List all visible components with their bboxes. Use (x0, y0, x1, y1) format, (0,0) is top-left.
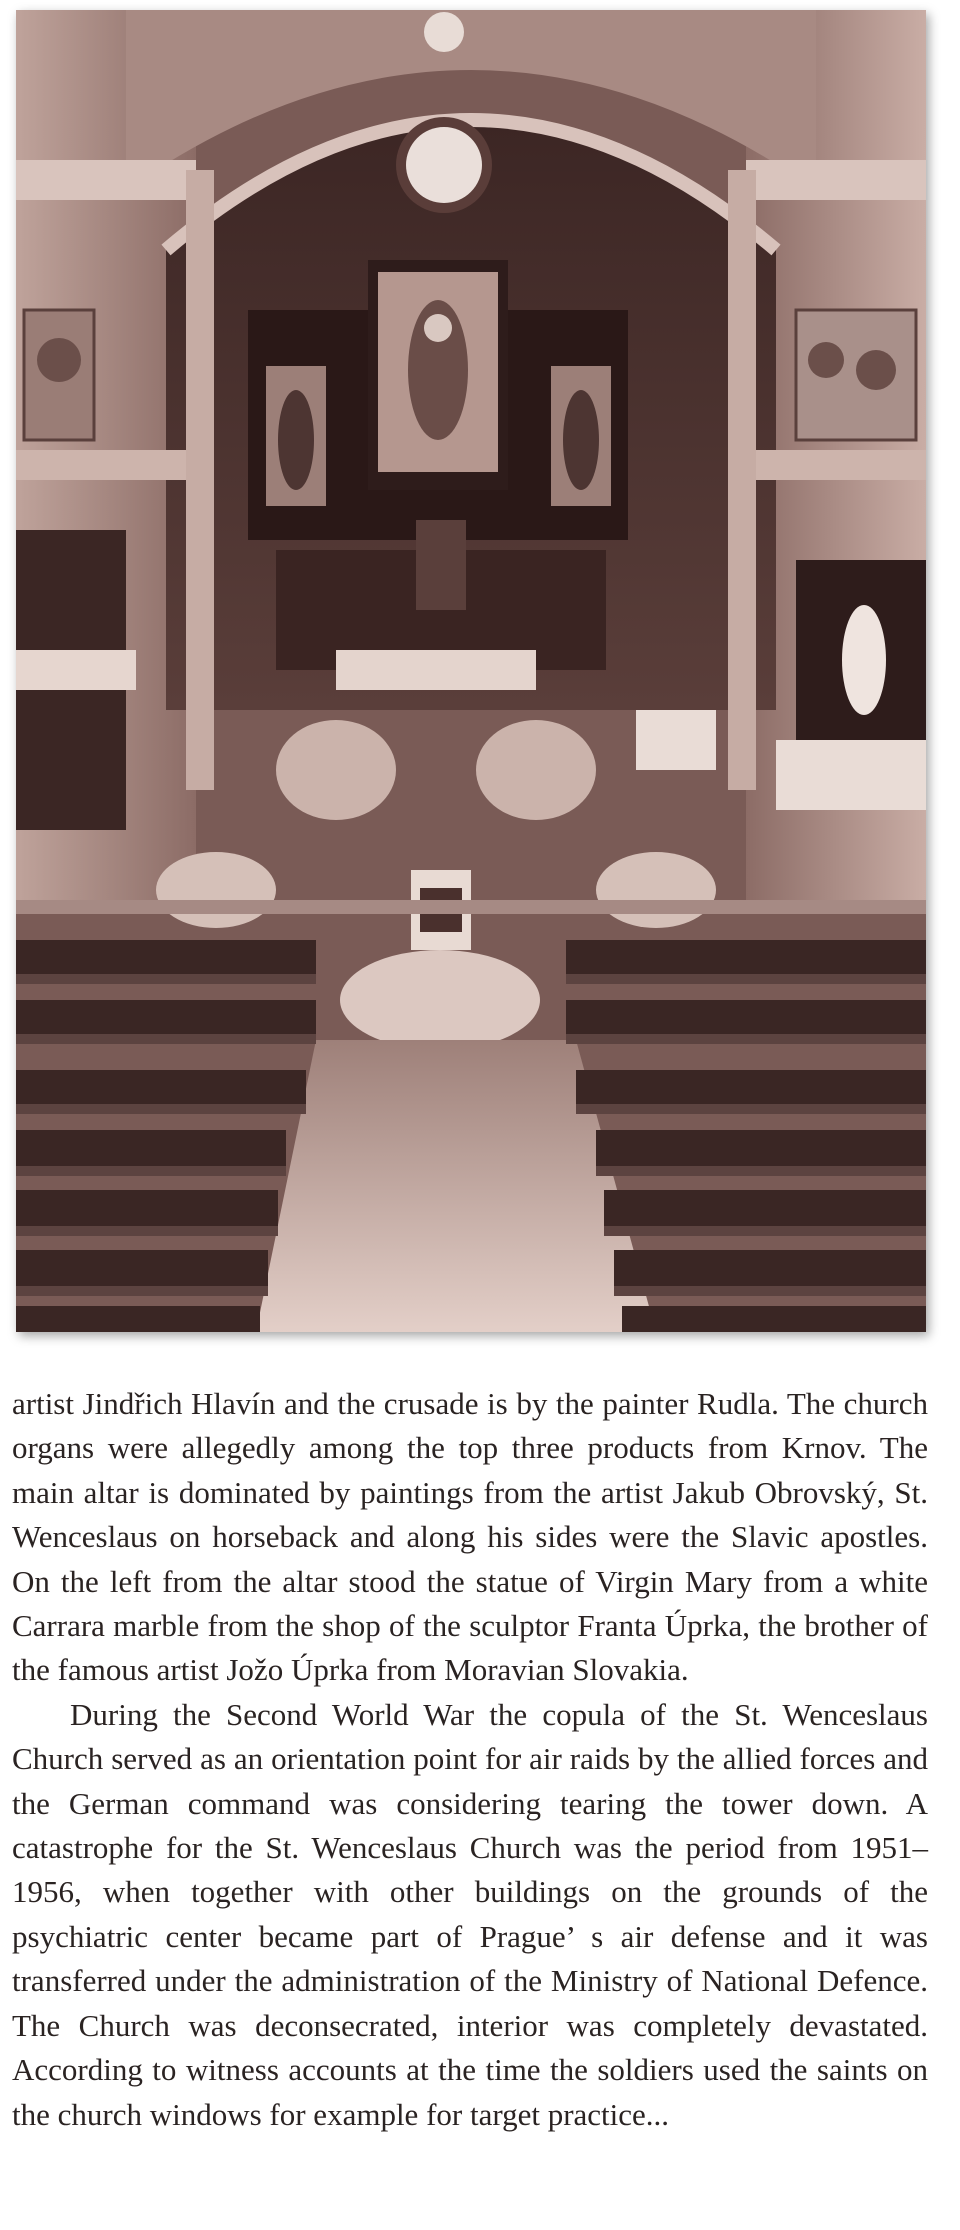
church-interior-image (16, 10, 926, 1332)
paragraph-war-history: During the Second World War the copula of the St. Wenceslaus Church served as an orientation point for air raids by the allied forces and the German command was considering tearing the tower down. A catastrophe for the St. Wenceslaus Church was the period from 1951–1956, when together with other buildings on the grounds of the psychiatric center became part of Prague’ s air defense and it was transferred under the administration of the Ministry of National Defence. The Church was deconsecrated, interior was completely devastated. According to witness accounts at the time the soldiers used the saints on the church windows for example for target practice... (12, 1696, 928, 2132)
body-text (12, 1382, 928, 2137)
church-interior-photo (16, 10, 926, 1332)
paragraph-church-decoration: artist Jindřich Hlavín and the crusade is by the painter Rudla. The church organs were allegedly among the top three products from Krnov. The main altar is dominated by paintings from the artist Jakub Obrovský, St. Wenceslaus on horseback and along his sides were the Slavic apostles. On the left from the altar stood the statue of Virgin Mary from a white Carrara marble from the shop of the sculptor Franta Úprka, the brother of the famous artist Jožo Úprka from Moravian Slovakia. (12, 1386, 928, 1688)
